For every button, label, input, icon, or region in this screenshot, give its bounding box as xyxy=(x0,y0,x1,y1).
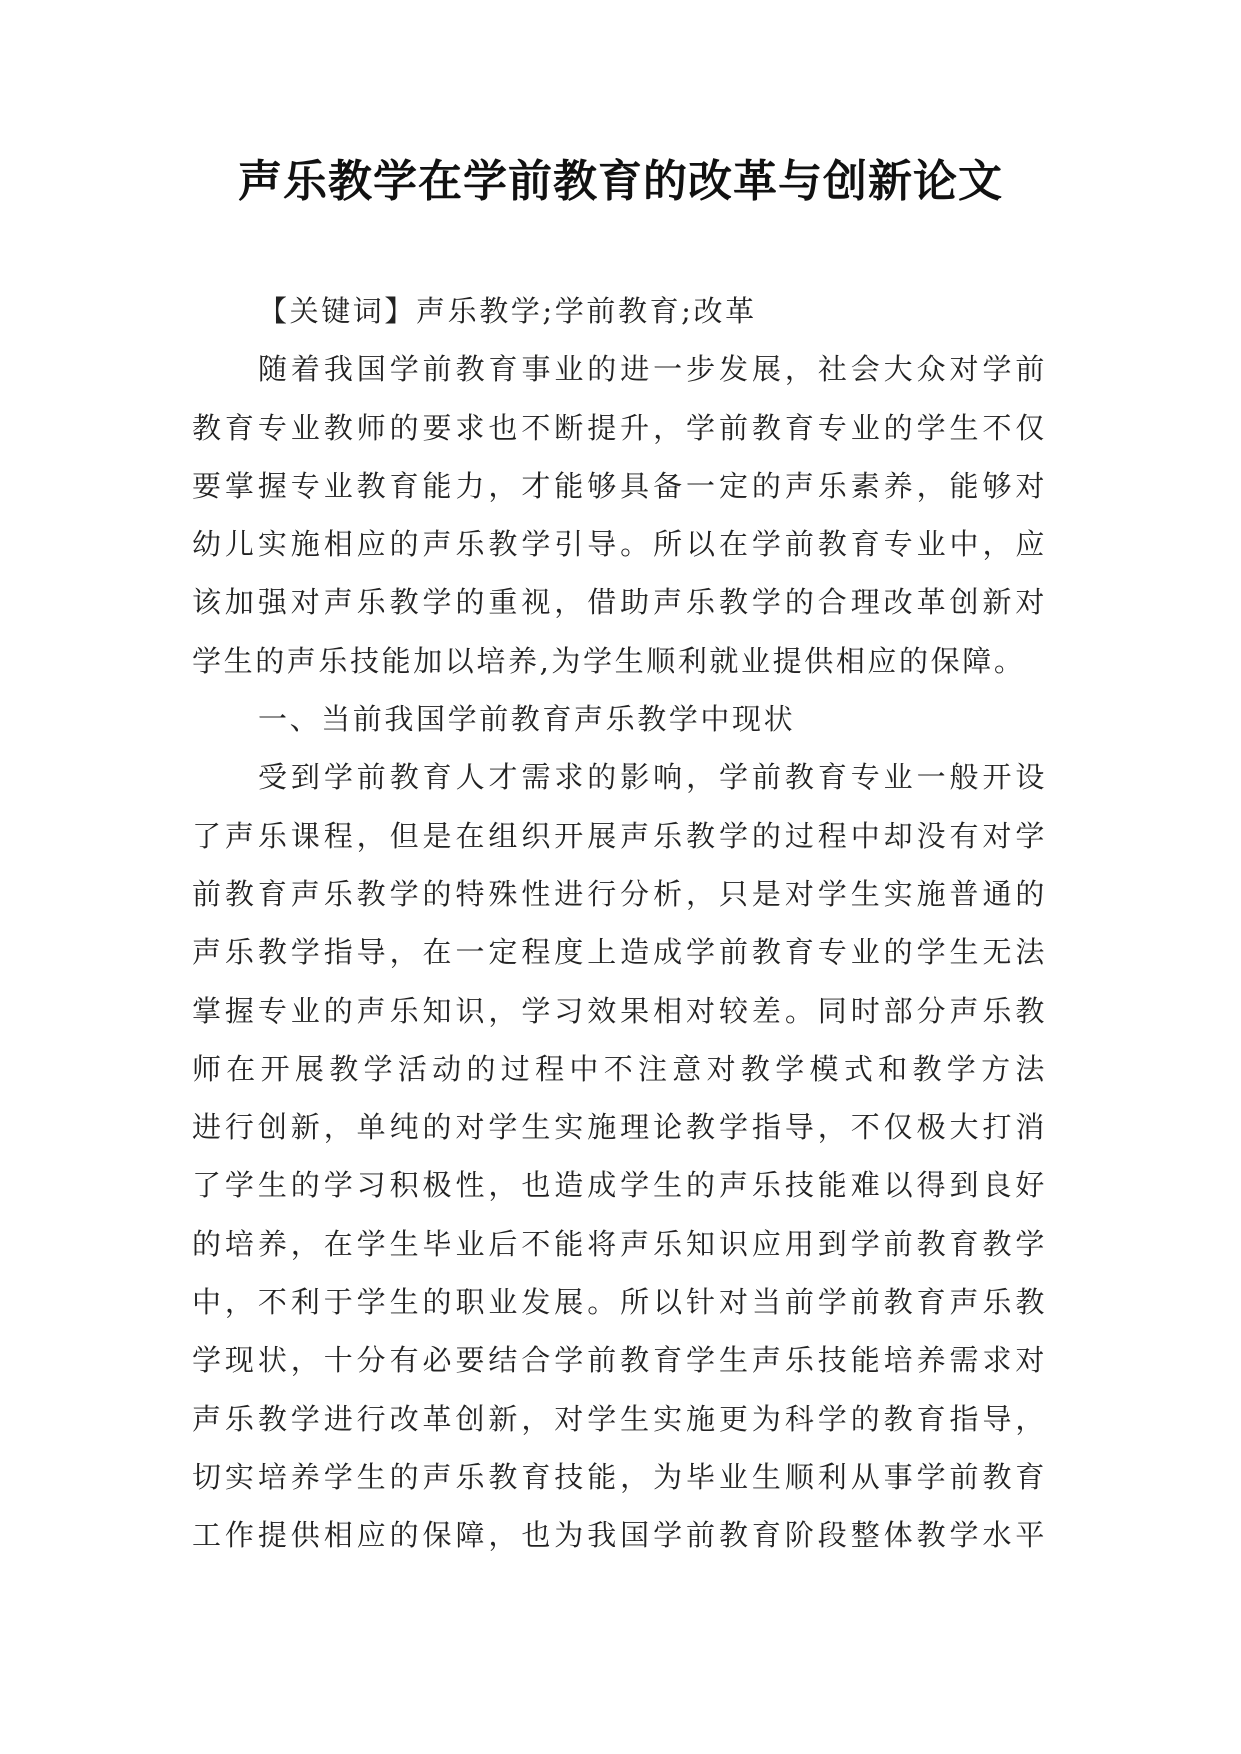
text-line: 前教育声乐教学的特殊性进行分析，只是对学生实施普通的 xyxy=(192,876,1047,911)
text-line: 声乐教学指导，在一定程度上造成学前教育专业的学生无法 xyxy=(192,935,1047,970)
text-line: 随着我国学前教育事业的进一步发展，社会大众对学前 xyxy=(258,352,1047,387)
text-line: 中，不利于学生的职业发展。所以针对当前学前教育声乐教 xyxy=(192,1285,1047,1320)
document-body xyxy=(192,282,1047,1565)
text-line: 该加强对声乐教学的重视，借助声乐教学的合理改革创新对 xyxy=(192,585,1047,620)
text-line: 受到学前教育人才需求的影响，学前教育专业一般开设 xyxy=(258,760,1047,795)
text-line: 学现状，十分有必要结合学前教育学生声乐技能培养需求对 xyxy=(192,1343,1047,1378)
text-line: 进行创新，单纯的对学生实施理论教学指导，不仅极大打消 xyxy=(192,1110,1047,1145)
text-line: 一、当前我国学前教育声乐教学中现状 xyxy=(258,702,796,737)
text-line: 【关键词】声乐教学;学前教育;改革 xyxy=(258,294,757,328)
text-line: 了学生的学习积极性，也造成学生的声乐技能难以得到良好 xyxy=(192,1168,1047,1203)
text-line: 掌握专业的声乐知识，学习效果相对较差。同时部分声乐教 xyxy=(192,993,1047,1028)
text-line: 工作提供相应的保障，也为我国学前教育阶段整体教学水平 xyxy=(192,1518,1047,1553)
text-line: 学生的声乐技能加以培养,为学生顺利就业提供相应的保障。 xyxy=(192,643,1026,678)
text-line: 声乐教学进行改革创新，对学生实施更为科学的教育指导， xyxy=(192,1401,1047,1436)
text-line: 的培养，在学生毕业后不能将声乐知识应用到学前教育教学 xyxy=(192,1226,1047,1261)
document-title: 声乐教学在学前教育的改革与创新论文 xyxy=(238,156,1003,207)
text-line: 师在开展教学活动的过程中不注意对教学模式和教学方法 xyxy=(192,1051,1047,1086)
text-line: 教育专业教师的要求也不断提升，学前教育专业的学生不仅 xyxy=(192,410,1047,445)
text-line: 了声乐课程，但是在组织开展声乐教学的过程中却没有对学 xyxy=(192,818,1047,853)
text-line: 幼儿实施相应的声乐教学引导。所以在学前教育专业中，应 xyxy=(192,527,1047,562)
text-line: 要掌握专业教育能力，才能够具备一定的声乐素养，能够对 xyxy=(192,468,1047,503)
text-line: 切实培养学生的声乐教育技能，为毕业生顺利从事学前教育 xyxy=(192,1459,1047,1494)
